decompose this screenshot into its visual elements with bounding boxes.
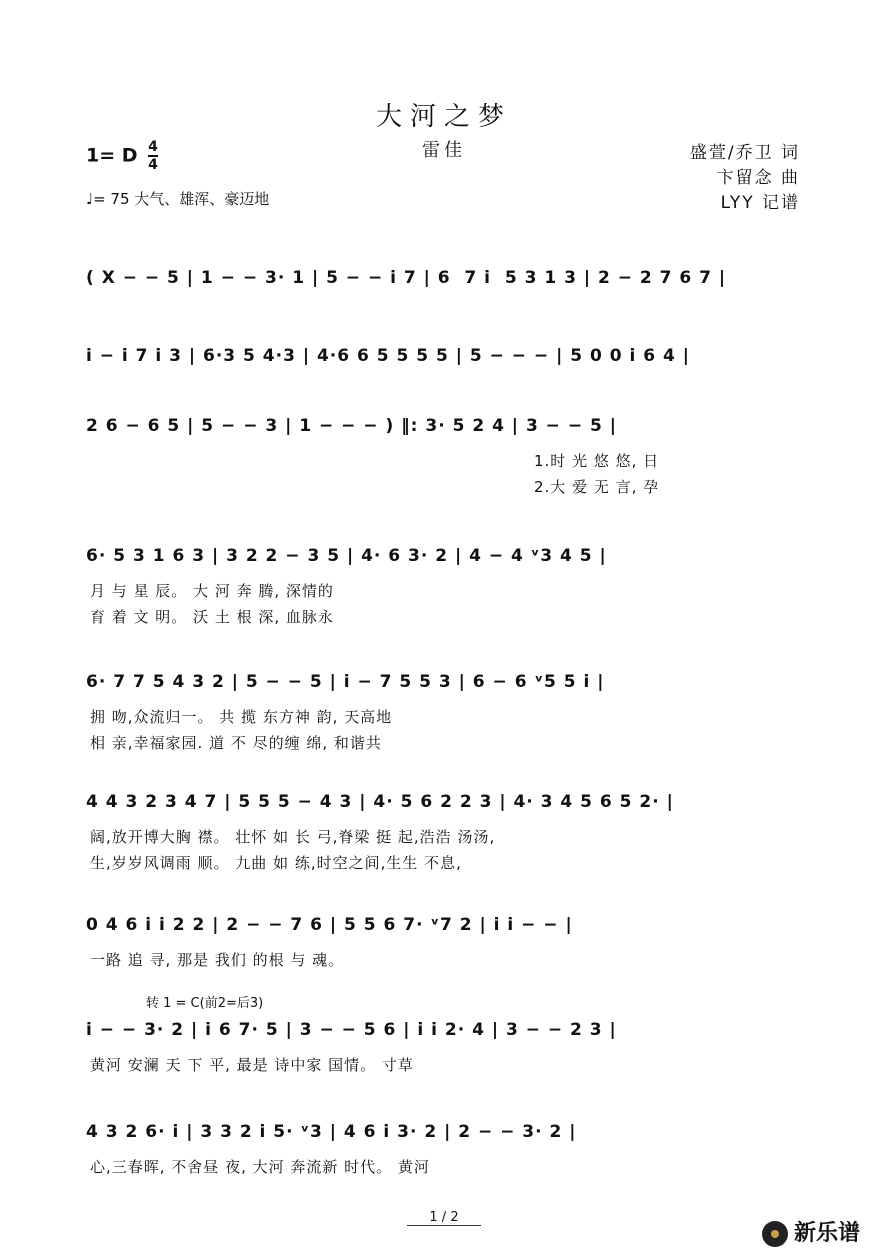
notation-line <box>86 792 808 812</box>
tempo-marking: ♩= 75 大气、雄浑、豪迈地 <box>86 190 270 208</box>
time-bottom: 4 <box>148 157 158 173</box>
lyric-line: 月 与 星 辰。 大 河 奔 腾, 深情的 <box>90 582 334 600</box>
lyric-line: 相 亲,幸福家园. 道 不 尽的缠 绵, 和谐共 <box>90 734 382 752</box>
notation-line <box>86 915 808 935</box>
record-icon <box>762 1221 788 1247</box>
notation-line <box>86 1122 808 1142</box>
modulation-note: 转 1 = C(前2=后3) <box>146 996 264 1011</box>
page-number: 1 / 2 <box>0 1210 888 1225</box>
notation-text: 6· 5 3 1 6 3 | 3 2 2 − 3 5 | 4· 6 3· 2 | 4 − 4 ᵛ3 4 5 | <box>86 546 607 566</box>
notation-text: 4 4 3 2 3 4 7 | 5 5 5 − 4 3 | 4· 5 6 2 2 3 | 4· 3 4 5 6 5 2· | <box>86 792 674 812</box>
lyric-line: 一路 追 寻, 那是 我们 的根 与 魂。 <box>90 951 345 969</box>
notation-line <box>86 672 808 692</box>
time-signature <box>148 140 158 172</box>
notation-text: i − − 3· 2 | i 6 7· 5 | 3 − − 5 6 | i i 2· 4 | 3 − − 2 3 | <box>86 1020 617 1040</box>
site-logo: 新乐谱 <box>762 1216 860 1247</box>
notation-line <box>86 268 808 288</box>
key-signature <box>86 140 158 172</box>
singer-name: 雷佳 <box>422 140 466 161</box>
notation-text: i − i 7 i 3 | 6·3 5 4·3 | 4·6 6 5 5 5 5 | 5 − − − | 5 0 0 i 6 4 | <box>86 346 690 366</box>
song-title: 大河之梦 <box>375 102 512 132</box>
lyric-line: 阔,放开博大胸 襟。 壮怀 如 长 弓,脊梁 挺 起,浩浩 汤汤, <box>90 828 496 846</box>
lyric-line: 育 着 文 明。 沃 土 根 深, 血脉永 <box>90 608 334 626</box>
lyric-line: 2.大 爱 无 言, 孕 <box>534 478 660 496</box>
time-top: 4 <box>148 139 158 155</box>
notation-text: 4 3 2 6· i | 3 3 2 i 5· ᵛ3 | 4 6 i 3· 2 | 2 − − 3· 2 | <box>86 1122 577 1142</box>
lyric-line: 1.时 光 悠 悠, 日 <box>534 452 660 470</box>
notation-line <box>86 416 808 436</box>
lyric-line: 拥 吻,众流归一。 共 揽 东方神 韵, 天高地 <box>90 708 393 726</box>
lyric-line: 生,岁岁风调雨 顺。 九曲 如 练,时空之间,生生 不息, <box>90 854 462 872</box>
notation-text: ( X − − 5 | 1 − − 3· 1 | 5 − − i 7 | 6 7 i 5 3 1 3 | 2 − 2 7 6 7 | <box>86 268 727 288</box>
notation-line <box>86 546 808 566</box>
notation-line <box>86 1020 808 1040</box>
notation-text: 6· 7 7 5 4 3 2 | 5 − − 5 | i − 7 5 5 3 | 6 − 6 ᵛ5 5 i | <box>86 672 605 692</box>
lyric-line: 黄河 安澜 天 下 平, 最是 诗中家 国情。 寸草 <box>90 1056 414 1074</box>
transcriber-credit: LYY 记谱 <box>720 193 800 213</box>
notation-text: 0 4 6 i i 2 2 | 2 − − 7 6 | 5 5 6 7· ᵛ7 2 | i i − − | <box>86 915 573 935</box>
lyric-line: 心,三春晖, 不舍昼 夜, 大河 奔流新 时代。 黄河 <box>90 1158 430 1176</box>
notation-line <box>86 346 808 366</box>
composer-credit: 卞留念 曲 <box>716 168 800 188</box>
notation-text: 2 6 − 6 5 | 5 − − 3 | 1 − − − ) ‖: 3· 5 2 4 | 3 − − 5 | <box>86 416 617 436</box>
key-label: 1= D <box>86 144 138 167</box>
lyricist-credit: 盛萱/乔卫 词 <box>689 143 800 163</box>
